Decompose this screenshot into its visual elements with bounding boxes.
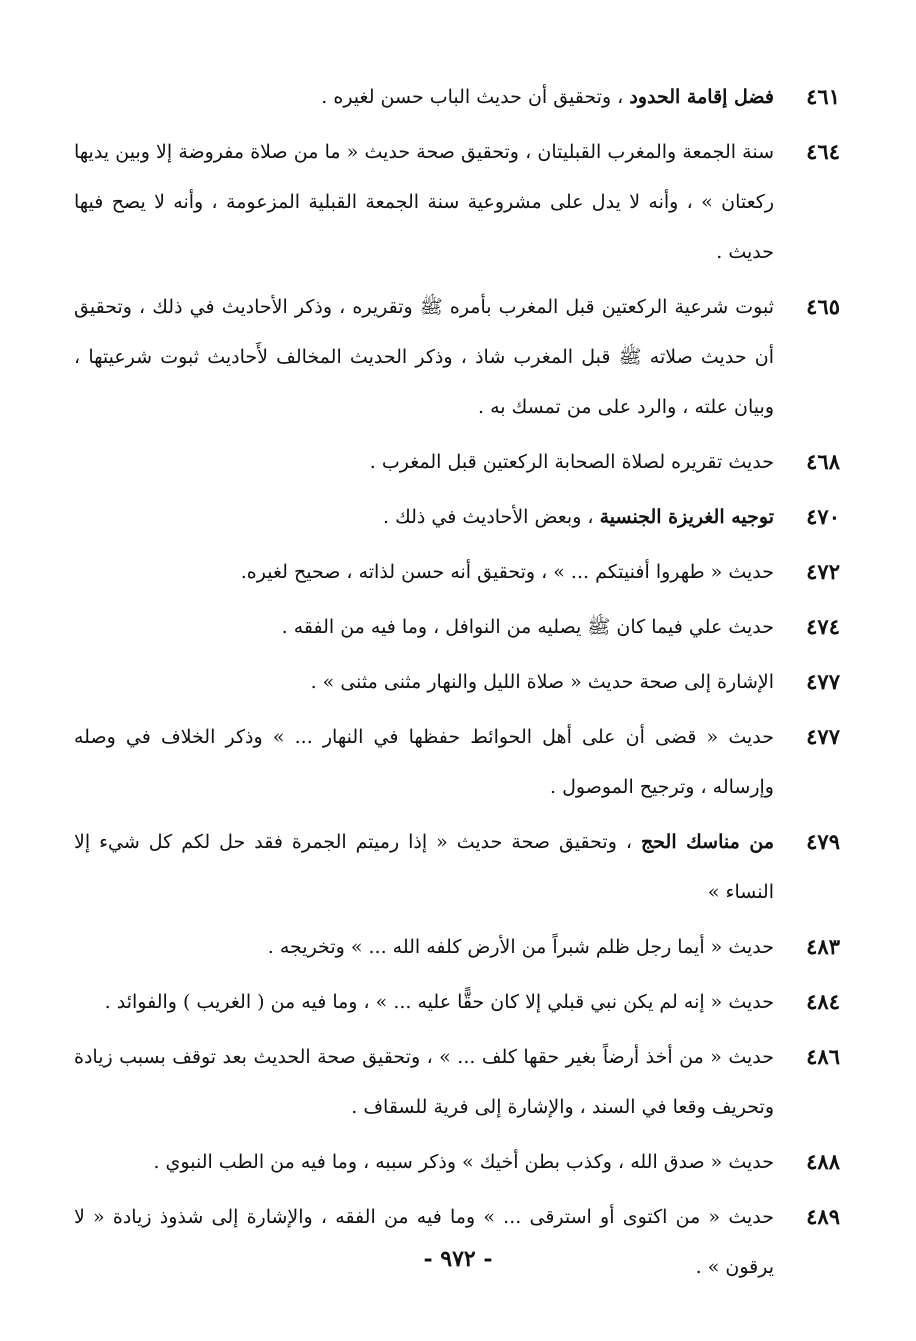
entry-page-number: ٤٧٢ (806, 559, 840, 584)
entry-page-number: ٤٨٦ (806, 1044, 840, 1069)
index-entry (74, 817, 840, 917)
entry-heading: فضل إقامة الحدود (629, 86, 774, 108)
entry-text: حديث « إنه لم يكن نبي قبلي إلا كان حقًّا عليه ... » ، وما فيه من ( الغريب ) والفوائد . (104, 991, 774, 1013)
entry-text: حديث علي فيما كان ﷺ يصليه من النوافل ، وما فيه من الفقه . (281, 616, 774, 638)
entry-description (74, 492, 774, 542)
index-entry (74, 657, 840, 707)
entry-heading: من مناسك الحج (641, 831, 774, 853)
entry-text: حديث « أيما رجل ظلم شبراً من الأرض كلفه الله ... » وتخريجه . (267, 936, 774, 958)
entry-page-number: ٤٦٨ (806, 449, 840, 474)
entry-text: الإشارة إلى صحة حديث « صلاة الليل والنهار مثنى مثنى » . (310, 671, 774, 693)
index-entry (74, 1137, 840, 1187)
entry-text: ، وبعض الأحاديث في ذلك . (383, 506, 600, 528)
entry-description (74, 1032, 774, 1132)
entry-description (74, 977, 774, 1027)
entry-description (74, 657, 774, 707)
entry-page-number: ٤٦٥ (806, 294, 840, 319)
entry-page-number: ٤٧٩ (806, 829, 840, 854)
entry-description (74, 817, 774, 917)
index-entry (74, 922, 840, 972)
entry-description (74, 1192, 774, 1292)
index-entry (74, 1032, 840, 1132)
entry-page-number: ٤٧٧ (806, 669, 840, 694)
entry-description (74, 922, 774, 972)
entry-text: ثبوت شرعية الركعتين قبل المغرب بأمره ﷺ وتقريره ، وذكر الأحاديث في ذلك ، وتحقيق أن حديث صلاته ﷺ قبل المغرب شاذ ، وذكر الحديث المخالف لأَحاديث ثبوت شرعيتها ، وبيان علته ، والرد على من تمسك به . (74, 296, 774, 418)
entry-page-number: ٤٧٧ (806, 724, 840, 749)
index-entry (74, 712, 840, 812)
entry-heading: توجيه الغريزة الجنسية (599, 506, 774, 528)
entry-text: حديث « من اكتوى أو استرقى ... » وما فيه من الفقه ، والإشارة إلى شذوذ زيادة « لا يرقون » . (74, 1206, 774, 1278)
entry-description (74, 602, 774, 652)
entry-description (74, 282, 774, 432)
entry-text: حديث « صدق الله ، وكذب بطن أخيك » وذكر سببه ، وما فيه من الطب النبوي . (153, 1151, 774, 1173)
entry-description (74, 127, 774, 277)
index-list (74, 72, 840, 1297)
entry-text: ، وتحقيق أن حديث الباب حسن لغيره . (321, 86, 630, 108)
entry-page-number: ٤٨٣ (806, 934, 840, 959)
index-entry (74, 492, 840, 542)
index-entry (74, 437, 840, 487)
entry-page-number: ٤٧٤ (806, 614, 840, 639)
entry-text: سنة الجمعة والمغرب القبليتان ، وتحقيق صحة حديث « ما من صلاة مفروضة إلا وبين يديها ركعتان » ، وأنه لا يدل على مشروعية سنة الجمعة القبلية المزعومة ، وأنه لا يصح فيها حديث . (74, 141, 774, 263)
index-entry (74, 977, 840, 1027)
entry-description (74, 437, 774, 487)
entry-description (74, 1137, 774, 1187)
entry-text: حديث « من أخذ أرضاً بغير حقها كلف ... » ، وتحقيق صحة الحديث بعد توقف بسبب زيادة وتحريف وقعا في السند ، والإشارة إلى فرية للسقاف . (74, 1046, 774, 1118)
entry-description (74, 712, 774, 812)
index-entry (74, 602, 840, 652)
entry-description (74, 547, 774, 597)
entry-description (74, 72, 774, 122)
entry-text: حديث تقريره لصلاة الصحابة الركعتين قبل المغرب . (369, 451, 774, 473)
entry-page-number: ٤٧٠ (806, 504, 840, 529)
entry-text: ، وتحقيق صحة حديث « إذا رميتم الجمرة فقد حل لكم كل شيء إلا النساء » (74, 831, 774, 903)
entry-page-number: ٤٦١ (806, 84, 840, 109)
entry-page-number: ٤٦٤ (806, 139, 840, 164)
entry-page-number: ٤٨٨ (806, 1149, 840, 1174)
index-entry (74, 1192, 840, 1292)
entry-text: حديث « قضى أن على أهل الحوائط حفظها في النهار ... » وذكر الخلاف في وصله وإرساله ، وترجيح الموصول . (74, 726, 774, 798)
index-entry (74, 547, 840, 597)
entry-page-number: ٤٨٤ (806, 989, 840, 1014)
index-entry (74, 72, 840, 122)
entry-text: حديث « طهروا أفنيتكم ... » ، وتحقيق أنه حسن لذاته ، صحيح لغيره. (240, 561, 774, 583)
entry-page-number: ٤٨٩ (806, 1204, 840, 1229)
index-entry (74, 282, 840, 432)
page-number: - ٩٧٢ - (423, 1246, 493, 1272)
index-entry (74, 127, 840, 277)
